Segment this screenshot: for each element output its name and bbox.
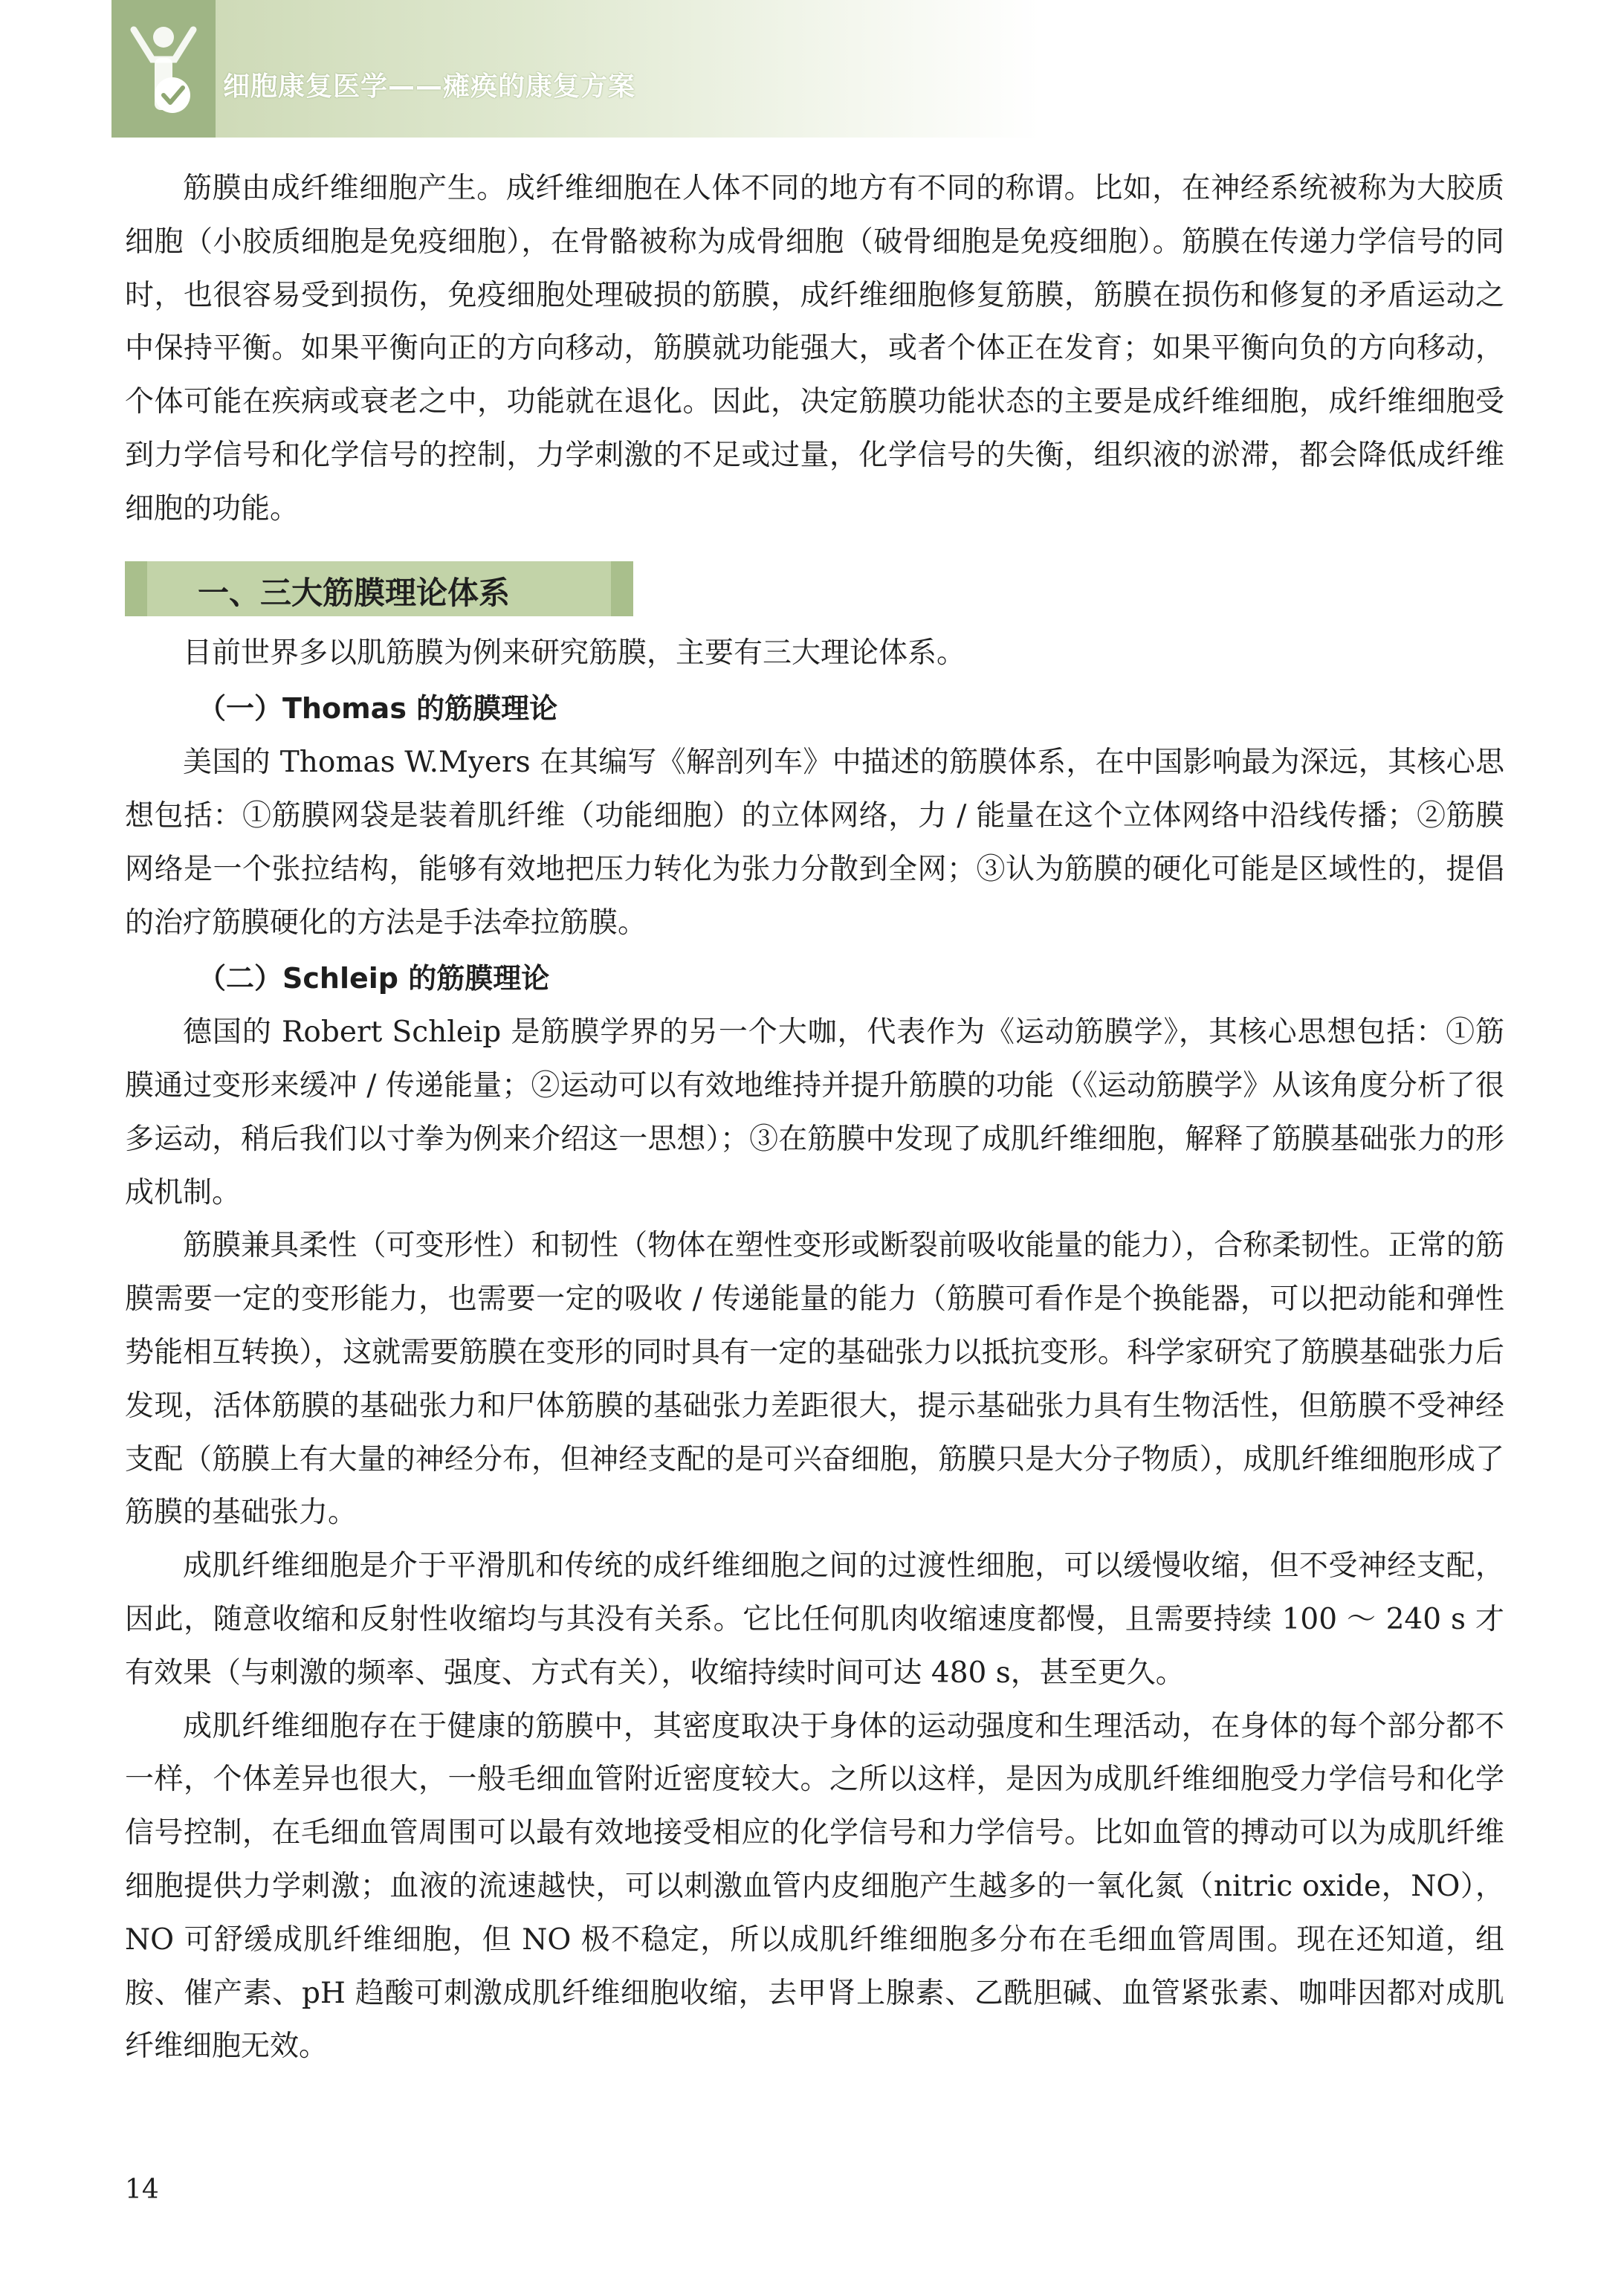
schleip-paragraph: 德国的 Robert Schleip 是筋膜学界的另一个大咖，代表作为《运动筋膜学》，其核心思想包括：①筋膜通过变形来缓冲 / 传递能量；②运动可以有效地维持并提升筋膜的功能（《运动筋膜学》从该角度分析了很多运动，稍后我们以寸拳为例来介绍这一思想）；③在筋膜中发现了成肌纤维细胞，解释了筋膜基础张力的形成机制。 <box>125 1015 1504 1210</box>
myofibroblast-paragraph: 成肌纤维细胞是介于平滑肌和传统的成纤维细胞之间的过渡性细胞，可以缓慢收缩，但不受神经支配，因此，随意收缩和反射性收缩均与其没有关系。它比任何肌肉收缩速度都慢，且需要持续 100 ～ 240 s 才有效果（与刺激的频率、强度、方式有关），收缩持续时间可达 480 s，甚至更久。 <box>125 1549 1504 1690</box>
section-heading: 一、三大筋膜理论体系 <box>198 574 511 611</box>
thomas-paragraph: 美国的 Thomas W.Myers 在其编写《解剖列车》中描述的筋膜体系，在中国影响最为深远，其核心思想包括：①筋膜网袋是装着肌纤维（功能细胞）的立体网络，力 / 能量在这个立体网络中沿线传播；②筋膜网络是一个张拉结构，能够有效地把压力转化为张力分散到全网；③认为筋膜的硬化可能是区域性的，提倡的治疗筋膜硬化的方法是手法牵拉筋膜。 <box>125 746 1504 940</box>
subsection-heading-schleip: （二）Schleip 的筋膜理论 <box>198 962 550 995</box>
section-heading-bar-left-edge <box>125 561 147 616</box>
person-check-icon <box>119 15 208 126</box>
subsection-heading-thomas: （一）Thomas 的筋膜理论 <box>198 692 558 726</box>
page-number: 14 <box>125 2174 159 2205</box>
myofibroblast-distribution-paragraph: 成肌纤维细胞存在于健康的筋膜中，其密度取决于身体的运动强度和生理活动，在身体的每个部分都不一样，个体差异也很大，一般毛细血管附近密度较大。之所以这样，是因为成肌纤维细胞受力学信号和化学信号控制，在毛细血管周围可以最有效地接受相应的化学信号和力学信号。比如血管的搏动可以为成肌纤维细胞提供力学刺激；血液的流速越快，可以刺激血管内皮细胞产生越多的一氧化氮（nitric oxide，NO），NO 可舒缓成肌纤维细胞，但 NO 极不稳定，所以成肌纤维细胞多分布在毛细血管周围。现在还知道，组胺、催产素、pH 趋酸可刺激成肌纤维细胞收缩，去甲肾上腺素、乙酰胆碱、血管紧张素、咖啡因都对成肌纤维细胞无效。 <box>125 1709 1504 2064</box>
page-header <box>0 0 1041 138</box>
intro-paragraph: 筋膜由成纤维细胞产生。成纤维细胞在人体不同的地方有不同的称谓。比如，在神经系统被称为大胶质细胞（小胶质细胞是免疫细胞），在骨骼被称为成骨细胞（破骨细胞是免疫细胞）。筋膜在传递力学信号的同时，也很容易受到损伤，免疫细胞处理破损的筋膜，成纤维细胞修复筋膜，筋膜在损伤和修复的矛盾运动之中保持平衡。如果平衡向正的方向移动，筋膜就功能强大，或者个体正在发育；如果平衡向负的方向移动，个体可能在疾病或衰老之中，功能就在退化。因此，决定筋膜功能状态的主要是成纤维细胞，成纤维细胞受到力学信号和化学信号的控制，力学刺激的不足或过量，化学信号的失衡，组织液的淤滞，都会降低成纤维细胞的功能。 <box>125 172 1504 526</box>
page-body <box>125 162 1504 2073</box>
running-header-title: 细胞康复医学——瘫痪的康复方案 <box>223 71 636 102</box>
flexibility-paragraph: 筋膜兼具柔性（可变形性）和韧性（物体在塑性变形或断裂前吸收能量的能力），合称柔韧性。正常的筋膜需要一定的变形能力，也需要一定的吸收 / 传递能量的能力（筋膜可看作是个换能器，可以把动能和弹性势能相互转换），这就需要筋膜在变形的同时具有一定的基础张力以抵抗变形。科学家研究了筋膜基础张力后发现，活体筋膜的基础张力和尸体筋膜的基础张力差距很大，提示基础张力具有生物活性，但筋膜不受神经支配（筋膜上有大量的神经分布，但神经支配的是可兴奋细胞，筋膜只是大分子物质），成肌纤维细胞形成了筋膜的基础张力。 <box>125 1229 1504 1530</box>
section-heading-block <box>125 561 1504 616</box>
section-intro: 目前世界多以肌筋膜为例来研究筋膜，主要有三大理论体系。 <box>183 636 966 670</box>
section-heading-bar-right-edge <box>611 561 633 616</box>
